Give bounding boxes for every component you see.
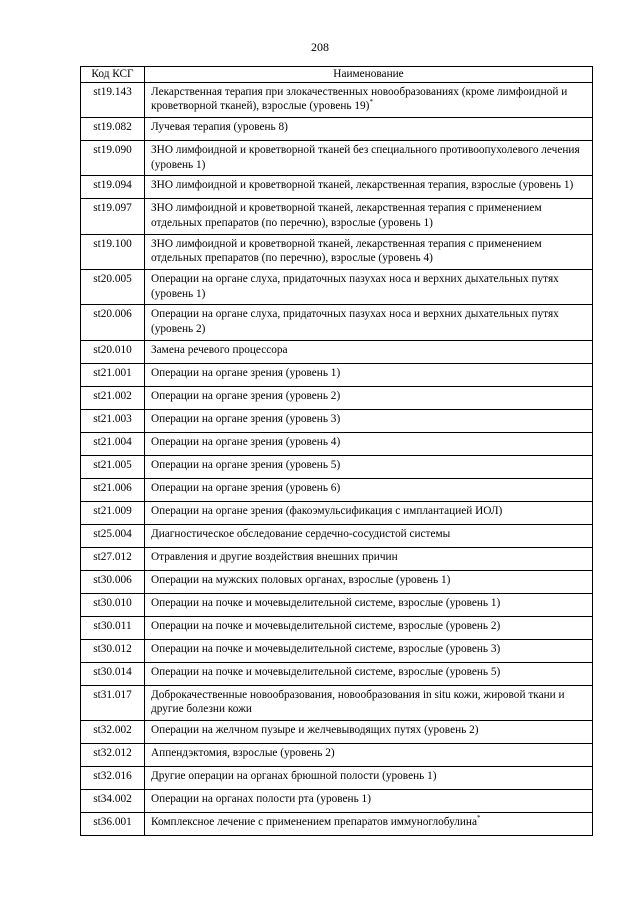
ksg-code-cell: st19.082	[81, 118, 145, 141]
table-row	[81, 547, 593, 570]
ksg-name-cell	[145, 744, 593, 767]
table-row	[81, 199, 593, 234]
ksg-name-text: ЗНО лимфоидной и кроветворной тканей, лекарственная терапия с применением отдельных препаратов (по перечню), взрослые (уровень 1)	[151, 202, 542, 230]
ksg-code-cell: st21.006	[81, 478, 145, 501]
ksg-code-cell: st31.017	[81, 685, 145, 720]
ksg-code-cell: st30.011	[81, 616, 145, 639]
table-row	[81, 501, 593, 524]
ksg-name-cell	[145, 616, 593, 639]
ksg-code-cell: st32.012	[81, 744, 145, 767]
table-row	[81, 767, 593, 790]
ksg-code-cell: st27.012	[81, 547, 145, 570]
ksg-name-text: Лекарственная терапия при злокачественных новообразованиях (кроме лимфоидной и кроветворной тканей), взрослые (уровень 19)	[151, 85, 568, 113]
table-row	[81, 478, 593, 501]
ksg-name-text: Операции на органе зрения (уровень 4)	[151, 435, 341, 448]
ksg-code-cell: st19.097	[81, 199, 145, 234]
table-row	[81, 593, 593, 616]
ksg-name-cell	[145, 570, 593, 593]
ksg-name-text: Операции на органе зрения (уровень 6)	[151, 481, 341, 494]
ksg-name-cell	[145, 141, 593, 176]
ksg-name-text: Доброкачественные новообразования, новообразования in situ кожи, жировой ткани и другие болезни кожи	[151, 688, 565, 716]
ksg-name-cell	[145, 305, 593, 340]
ksg-name-cell	[145, 199, 593, 234]
ksg-name-cell	[145, 501, 593, 524]
footnote-marker: *	[369, 98, 373, 107]
ksg-name-cell	[145, 813, 593, 836]
table-row	[81, 234, 593, 269]
table-row	[81, 685, 593, 720]
ksg-name-text: Операции на почке и мочевыделительной системе, взрослые (уровень 2)	[151, 619, 501, 632]
table-row	[81, 340, 593, 363]
ksg-name-text: Диагностическое обследование сердечно-сосудистой системы	[151, 527, 451, 540]
ksg-name-cell	[145, 662, 593, 685]
table-row	[81, 386, 593, 409]
ksg-name-text: Комплексное лечение с применением препаратов иммуноглобулина	[151, 816, 477, 829]
ksg-name-cell	[145, 409, 593, 432]
footnote-marker: *	[477, 814, 481, 823]
table-row	[81, 744, 593, 767]
ksg-name-text: Операции на органе слуха, придаточных пазухах носа и верхних дыхательных путях (уровень 1)	[151, 273, 559, 300]
ksg-code-cell: st30.006	[81, 570, 145, 593]
ksg-code-cell: st32.002	[81, 721, 145, 744]
ksg-code-cell: st21.009	[81, 501, 145, 524]
ksg-code-cell: st36.001	[81, 813, 145, 836]
ksg-name-text: Лучевая терапия (уровень 8)	[151, 121, 288, 134]
table-row	[81, 524, 593, 547]
table-row	[81, 790, 593, 813]
ksg-name-cell	[145, 639, 593, 662]
ksg-code-cell: st30.014	[81, 662, 145, 685]
table-row	[81, 639, 593, 662]
ksg-code-cell: st30.010	[81, 593, 145, 616]
ksg-name-text: ЗНО лимфоидной и кроветворной тканей без специального противоопухолевого лечения (уровень 1)	[151, 144, 580, 171]
ksg-name-text: ЗНО лимфоидной и кроветворной тканей, лекарственная терапия, взрослые (уровень 1)	[151, 179, 574, 192]
table-row	[81, 270, 593, 305]
ksg-name-text: Операции на органе зрения (факоэмульсификация с имплантацией ИОЛ)	[151, 504, 503, 517]
ksg-name-cell	[145, 118, 593, 141]
table-row	[81, 82, 593, 117]
ksg-code-cell: st20.005	[81, 270, 145, 305]
ksg-name-cell	[145, 234, 593, 269]
table-row	[81, 455, 593, 478]
ksg-name-cell	[145, 340, 593, 363]
ksg-name-text: Операции на органах полости рта (уровень 1)	[151, 793, 371, 806]
ksg-code-cell: st34.002	[81, 790, 145, 813]
table-row	[81, 721, 593, 744]
ksg-name-text: Операции на желчном пузыре и желчевыводящих путях (уровень 2)	[151, 724, 479, 737]
ksg-code-cell: st19.100	[81, 234, 145, 269]
ksg-name-text: Операции на органе зрения (уровень 5)	[151, 458, 341, 471]
ksg-name-cell	[145, 790, 593, 813]
table-body	[81, 82, 593, 835]
table-row	[81, 813, 593, 836]
ksg-name-text: Операции на органе зрения (уровень 3)	[151, 412, 341, 425]
ksg-code-cell: st25.004	[81, 524, 145, 547]
ksg-code-cell: st20.006	[81, 305, 145, 340]
ksg-name-text: Операции на почке и мочевыделительной системе, взрослые (уровень 1)	[151, 596, 501, 609]
column-header-code: Код КСГ	[81, 67, 145, 83]
ksg-code-cell: st19.143	[81, 82, 145, 117]
table-row	[81, 570, 593, 593]
ksg-name-cell	[145, 82, 593, 117]
ksg-name-text: ЗНО лимфоидной и кроветворной тканей, лекарственная терапия с применением отдельных препаратов (по перечню), взрослые (уровень 4)	[151, 237, 542, 265]
ksg-code-cell: st21.005	[81, 455, 145, 478]
ksg-name-cell	[145, 176, 593, 199]
ksg-name-cell	[145, 524, 593, 547]
ksg-name-text: Операции на мужских половых органах, взрослые (уровень 1)	[151, 573, 451, 586]
ksg-code-cell: st19.094	[81, 176, 145, 199]
ksg-name-text: Другие операции на органах брюшной полости (уровень 1)	[151, 770, 437, 783]
ksg-code-cell: st30.012	[81, 639, 145, 662]
table-header-row	[81, 67, 593, 83]
ksg-name-cell	[145, 593, 593, 616]
ksg-name-cell	[145, 432, 593, 455]
ksg-name-cell	[145, 685, 593, 720]
ksg-code-cell: st21.004	[81, 432, 145, 455]
ksg-code-cell: st21.002	[81, 386, 145, 409]
page-number: 208	[311, 40, 329, 54]
ksg-name-text: Аппендэктомия, взрослые (уровень 2)	[151, 747, 335, 760]
ksg-name-text: Операции на органе слуха, придаточных пазухах носа и верхних дыхательных путях (уровень 2)	[151, 308, 559, 336]
table-row	[81, 409, 593, 432]
ksg-code-cell: st21.001	[81, 363, 145, 386]
table-row	[81, 305, 593, 340]
ksg-name-text: Операции на почке и мочевыделительной системе, взрослые (уровень 3)	[151, 642, 501, 655]
ksg-name-text: Отравления и другие воздействия внешних причин	[151, 550, 398, 563]
ksg-name-text: Операции на органе зрения (уровень 2)	[151, 389, 341, 402]
ksg-name-text: Операции на почке и мочевыделительной системе, взрослые (уровень 5)	[151, 665, 501, 678]
ksg-name-text: Операции на органе зрения (уровень 1)	[151, 366, 341, 379]
ksg-code-cell: st21.003	[81, 409, 145, 432]
ksg-code-cell: st32.016	[81, 767, 145, 790]
ksg-name-cell	[145, 386, 593, 409]
ksg-name-cell	[145, 767, 593, 790]
ksg-table	[80, 66, 593, 836]
ksg-code-cell: st19.090	[81, 141, 145, 176]
ksg-name-cell	[145, 455, 593, 478]
ksg-code-cell: st20.010	[81, 340, 145, 363]
column-header-name: Наименование	[145, 67, 593, 83]
table-row	[81, 141, 593, 176]
ksg-name-cell	[145, 363, 593, 386]
table-row	[81, 662, 593, 685]
table-row	[81, 363, 593, 386]
ksg-name-cell	[145, 478, 593, 501]
ksg-name-text: Замена речевого процессора	[151, 343, 288, 356]
table-row	[81, 118, 593, 141]
table-row	[81, 616, 593, 639]
ksg-name-cell	[145, 547, 593, 570]
table-row	[81, 432, 593, 455]
ksg-name-cell	[145, 721, 593, 744]
table-row	[81, 176, 593, 199]
ksg-name-cell	[145, 270, 593, 305]
